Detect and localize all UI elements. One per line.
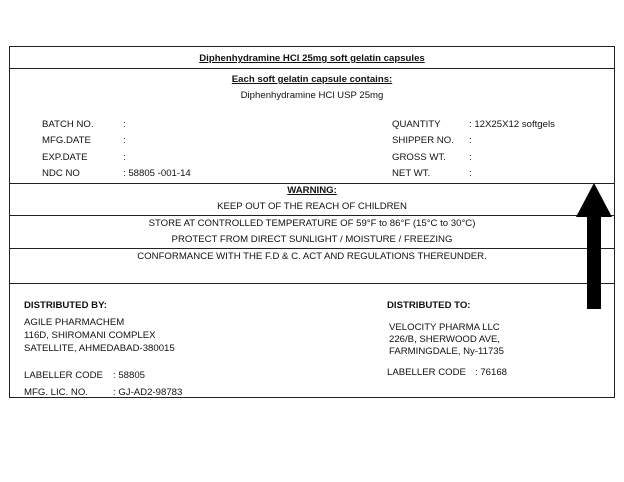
net-wt-label: NET WT.: [392, 168, 431, 179]
warning-heading: WARNING:: [287, 185, 337, 196]
conformance-text: CONFORMANCE WITH THE F.D & C. ACT AND REGULATIONS THEREUNDER.: [137, 251, 487, 262]
recipient-name: VELOCITY PHARMA LLC: [389, 322, 500, 333]
shipper-value: :: [469, 135, 472, 146]
distributor-address-1: 116D, SHIROMANI COMPLEX: [24, 330, 156, 341]
up-arrow-icon: [576, 183, 612, 309]
ndc-label: NDC NO: [42, 168, 80, 179]
quantity-label: QUANTITY: [392, 119, 441, 130]
recipient-address-2: FARMINGDALE, Ny-11735: [389, 346, 504, 357]
mfg-lic-value: : GJ-AD2-98783: [113, 387, 183, 398]
contains-heading: Each soft gelatin capsule contains:: [231, 74, 393, 85]
label-frame: [9, 46, 615, 398]
mfg-date-label: MFG.DATE: [42, 135, 91, 146]
distributed-to-heading: DISTRIBUTED TO:: [387, 300, 471, 311]
exp-date-value: :: [123, 152, 126, 163]
labeller-code-value: : 58805: [113, 370, 146, 381]
storage-line-1: STORE AT CONTROLLED TEMPERATURE OF 59°F to 86°F (15°C to 30°C): [148, 218, 476, 229]
recipient-labeller-label: LABELLER CODE: [387, 367, 466, 378]
mfg-date-value: :: [123, 135, 126, 146]
divider: [10, 183, 614, 184]
warning-text: KEEP OUT OF THE REACH OF CHILDREN: [217, 201, 407, 212]
divider: [10, 215, 614, 216]
divider: [10, 283, 614, 284]
recipient-labeller-value: : 76168: [475, 367, 508, 378]
product-title: Diphenhydramine HCl 25mg soft gelatin capsules: [199, 53, 425, 64]
storage-line-2: PROTECT FROM DIRECT SUNLIGHT / MOISTURE / FREEZING: [171, 234, 453, 245]
divider: [10, 248, 614, 249]
shipper-label: SHIPPER NO.: [392, 135, 454, 146]
exp-date-label: EXP.DATE: [42, 152, 88, 163]
net-wt-value: :: [469, 168, 472, 179]
quantity-value: : 12X25X12 softgels: [469, 119, 555, 130]
recipient-address-1: 226/B, SHERWOOD AVE,: [389, 334, 501, 345]
distributor-name: AGILE PHARMACHEM: [24, 317, 125, 328]
divider: [10, 68, 614, 69]
batch-value: :: [123, 119, 126, 130]
mfg-lic-label: MFG. LIC. NO.: [24, 387, 88, 398]
distributed-by-heading: DISTRIBUTED BY:: [24, 300, 107, 311]
labeller-code-label: LABELLER CODE: [24, 370, 103, 381]
batch-label: BATCH NO.: [42, 119, 94, 130]
ingredient-line: Diphenhydramine HCl USP 25mg: [240, 90, 384, 101]
gross-wt-value: :: [469, 152, 472, 163]
distributor-address-2: SATELLITE, AHMEDABAD-380015: [24, 343, 175, 354]
gross-wt-label: GROSS WT.: [392, 152, 446, 163]
ndc-value: : 58805 -001-14: [123, 168, 191, 179]
